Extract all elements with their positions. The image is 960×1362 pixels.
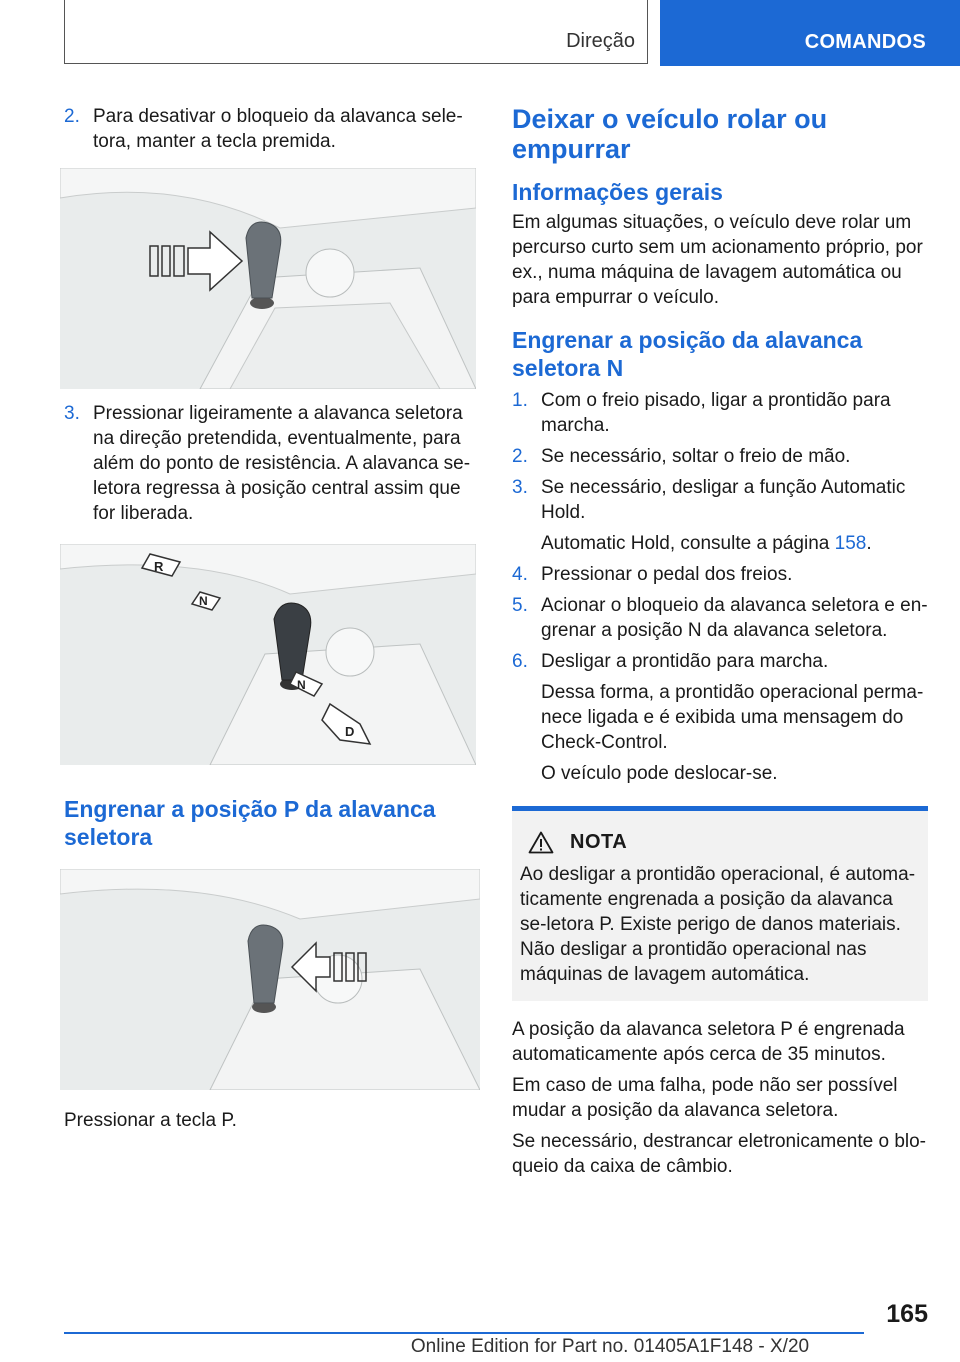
- reference-text: Automatic Hold, consulte a página: [541, 533, 835, 554]
- heading-engage-p: Engrenar a posição P da alavanca seletora: [64, 796, 436, 850]
- step-number: 4.: [512, 564, 528, 585]
- left-step-3: [64, 401, 476, 526]
- n-step-6-detail: Dessa forma, a prontidão operacional perma-nece ligada e é exibida uma mensagem do Check-Control.: [541, 682, 924, 753]
- general-info-text: Em algumas situações, o veículo deve rolar um percurso curto sem um acionamento próprio, por ex., numa máquina de lavagem automática ou para empurrar o veículo.: [512, 212, 923, 308]
- step-text: Acionar o bloqueio da alavanca seletora e en-grenar a posição N da alavanca seletora.: [541, 595, 928, 641]
- header-chapter-tab: [660, 0, 960, 66]
- step-number: 2.: [512, 446, 528, 467]
- unlock-text: Se necessário, destrancar eletronicamente o blo-queio da caixa de câmbio.: [512, 1131, 927, 1177]
- n-steps-list: [512, 388, 928, 786]
- n-step-1: [512, 388, 928, 438]
- page-number: 165: [886, 1300, 928, 1328]
- position-label-n-lower: N: [297, 678, 306, 692]
- step-number: 6.: [512, 651, 528, 672]
- figure-selector-lever-positions: [60, 544, 476, 765]
- position-label-d: D: [345, 724, 355, 739]
- step-number: 1.: [512, 390, 528, 411]
- warning-triangle-icon: [528, 831, 554, 854]
- n-step-2: [512, 444, 928, 469]
- p-instruction: Pressionar a tecla P.: [64, 1110, 237, 1131]
- footer-edition: Online Edition for Part no. 01405A1F148 - X/20: [410, 1336, 810, 1357]
- step-text: Pressionar o pedal dos freios.: [541, 564, 793, 585]
- page-reference-link[interactable]: 158: [834, 533, 867, 554]
- note-title: NOTA: [570, 831, 628, 853]
- reference-suffix: .: [866, 533, 872, 554]
- position-label-r: R: [154, 559, 164, 574]
- heading-engage-n: Engrenar a posição da alavanca seletora N: [512, 327, 863, 381]
- step-text: Para desativar o bloqueio da alavanca sele-tora, manter a tecla premida.: [93, 106, 463, 152]
- step-number: 2.: [64, 106, 80, 127]
- n-step-3-reference: [512, 531, 928, 556]
- n-step-3: [512, 475, 928, 525]
- section-title: Direção: [566, 30, 635, 52]
- note-text: Ao desligar a prontidão operacional, é automa-ticamente engrenada a posição da alavanca se-letora P. Existe perigo de danos materiais. Não desligar a prontidão operacional nas máquinas de lavagem automática.: [520, 864, 916, 985]
- note-header: [528, 831, 918, 854]
- step-text: Pressionar ligeiramente a alavanca seletora na direção pretendida, eventualmente, para além do ponto de resistência. A alavanca se-letora regressa à posição central assim que for liberada.: [93, 403, 471, 524]
- heading-roll-push: Deixar o veículo rolar ou empurrar: [512, 104, 828, 164]
- footer-divider: [64, 1332, 864, 1334]
- p-button-illustration: [60, 869, 480, 1090]
- step-text: Se necessário, desligar a função Automatic Hold.: [541, 477, 906, 523]
- n-step-5: [512, 593, 928, 643]
- position-label-n-upper: N: [199, 594, 208, 608]
- right-column: [512, 104, 928, 1185]
- figure-selector-lever-unlock: [60, 168, 476, 389]
- selector-lever-illustration: [60, 168, 476, 389]
- n-step-6: [512, 649, 928, 674]
- step-text: Com o freio pisado, ligar a prontidão para marcha.: [541, 390, 891, 436]
- chapter-title: COMANDOS: [804, 31, 926, 53]
- left-column: [64, 104, 476, 1139]
- header-section-tab: [64, 0, 648, 64]
- step-text: Se necessário, soltar o freio de mão.: [541, 446, 851, 467]
- step-number: 5.: [512, 595, 528, 616]
- step-number: 3.: [512, 477, 528, 498]
- fault-text: Em caso de uma falha, pode não ser possível mudar a posição da alavanca seletora.: [512, 1075, 898, 1121]
- n-step-6-result: O veículo pode deslocar-se.: [541, 763, 778, 784]
- n-step-4: [512, 562, 928, 587]
- selector-lever-positions-illustration: [60, 544, 476, 765]
- step-text: Desligar a prontidão para marcha.: [541, 651, 829, 672]
- auto-p-text: A posição da alavanca seletora P é engrenada automaticamente após cerca de 35 minutos.: [512, 1019, 905, 1065]
- heading-general-info: Informações gerais: [512, 179, 723, 205]
- step-number: 3.: [64, 403, 80, 424]
- note-box: [512, 806, 928, 1001]
- figure-p-button: [60, 869, 480, 1090]
- left-step-2: [64, 104, 476, 154]
